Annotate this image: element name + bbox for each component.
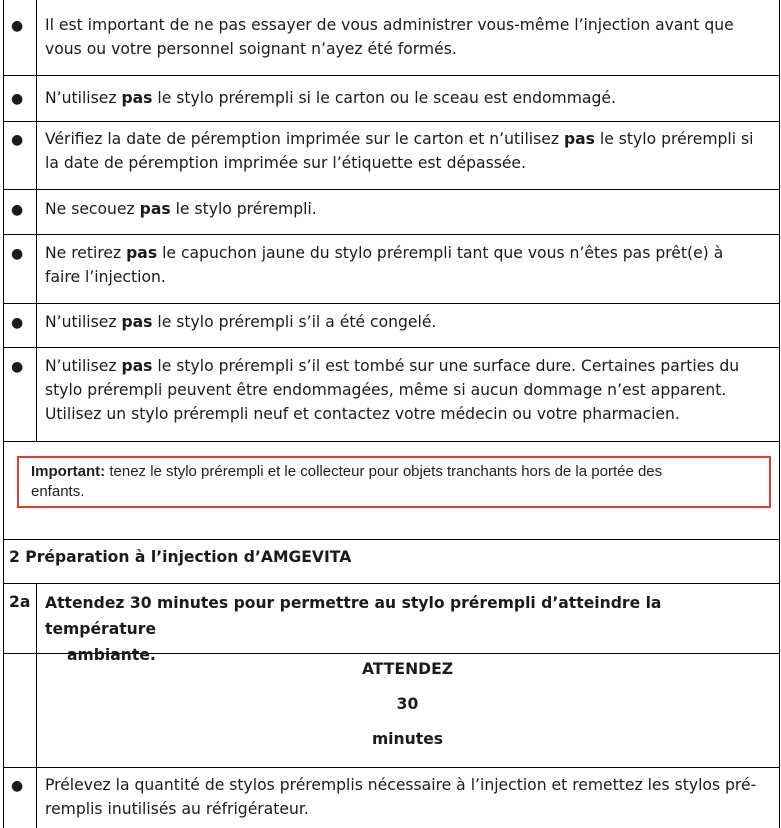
instruction-table	[3, 0, 780, 828]
bullet-cell	[4, 304, 37, 347]
step-number: 2a	[9, 593, 31, 611]
step-instruction: Attendez 30 minutes pour permettre au stylo prérempli d’atteindre la température ambiante.	[45, 594, 662, 664]
bullet-text: N’utilisez pas le stylo prérempli s’il a été congelé.	[45, 313, 437, 331]
step-row	[4, 584, 779, 664]
bullet-cell	[4, 348, 37, 441]
table-row	[4, 768, 779, 828]
bullet-text: Ne secouez pas le stylo prérempli.	[45, 200, 317, 218]
table-row	[4, 76, 779, 122]
table-row	[4, 235, 779, 304]
bullet-icon: ●	[11, 202, 24, 218]
wait-number: 30	[396, 695, 419, 713]
bullet-icon: ●	[11, 359, 24, 375]
bullet-cell	[4, 190, 37, 234]
empty-cell	[4, 654, 37, 767]
bullet-icon: ●	[11, 132, 24, 148]
bullet-icon: ●	[11, 315, 24, 331]
table-row	[4, 348, 779, 442]
bullet-icon: ●	[11, 246, 24, 262]
bullet-text: N’utilisez pas le stylo prérempli s’il est tombé sur une surface dure. Certaines parties du stylo prérempli peuvent être endommagées, même si aucun dommage n’est apparent. Utilisez un stylo prérempli neuf et contactez votre médecin ou votre pharmacien.	[45, 357, 740, 423]
bullet-text: Il est important de ne pas essayer de vous administrer vous-même l’injection avant que vous ou votre personnel soignant n’ayez été formés.	[45, 16, 734, 58]
bullet-text: N’utilisez pas le stylo prérempli si le carton ou le sceau est endommagé.	[45, 89, 616, 107]
bullet-cell	[4, 76, 37, 121]
bullet-text: Ne retirez pas le capuchon jaune du stylo prérempli tant que vous n’êtes pas prêt(e) à faire l’injection.	[45, 244, 724, 286]
bullet-cell	[4, 768, 37, 828]
wait-row	[4, 654, 779, 768]
table-row	[4, 304, 779, 348]
bullet-cell	[4, 122, 37, 189]
section-title: 2 Préparation à l’injection d’AMGEVITA	[9, 548, 352, 566]
important-notice: Important: tenez le stylo prérempli et le collecteur pour objets tranchants hors de la portée des enfants.	[17, 456, 771, 508]
wait-word: ATTENDEZ	[361, 660, 454, 678]
section-row	[4, 540, 779, 584]
wait-unit: minutes	[371, 730, 444, 748]
bullet-cell	[4, 0, 37, 75]
bullet-text: Prélevez la quantité de stylos préremplis nécessaire à l’injection et remettez les stylos pré- remplis inutilisés au réfrigérateur.	[45, 776, 757, 818]
important-row	[4, 442, 779, 540]
bullet-text: Vérifiez la date de péremption imprimée sur le carton et n’utilisez pas le stylo prérempli si la date de péremption imprimée sur l’étiquette est dépassée.	[45, 130, 754, 172]
bullet-icon: ●	[11, 778, 24, 794]
table-row	[4, 122, 779, 190]
bullet-icon: ●	[11, 91, 24, 107]
bullet-icon: ●	[11, 18, 24, 34]
bullet-cell	[4, 235, 37, 303]
table-row	[4, 190, 779, 235]
table-row	[4, 0, 779, 76]
